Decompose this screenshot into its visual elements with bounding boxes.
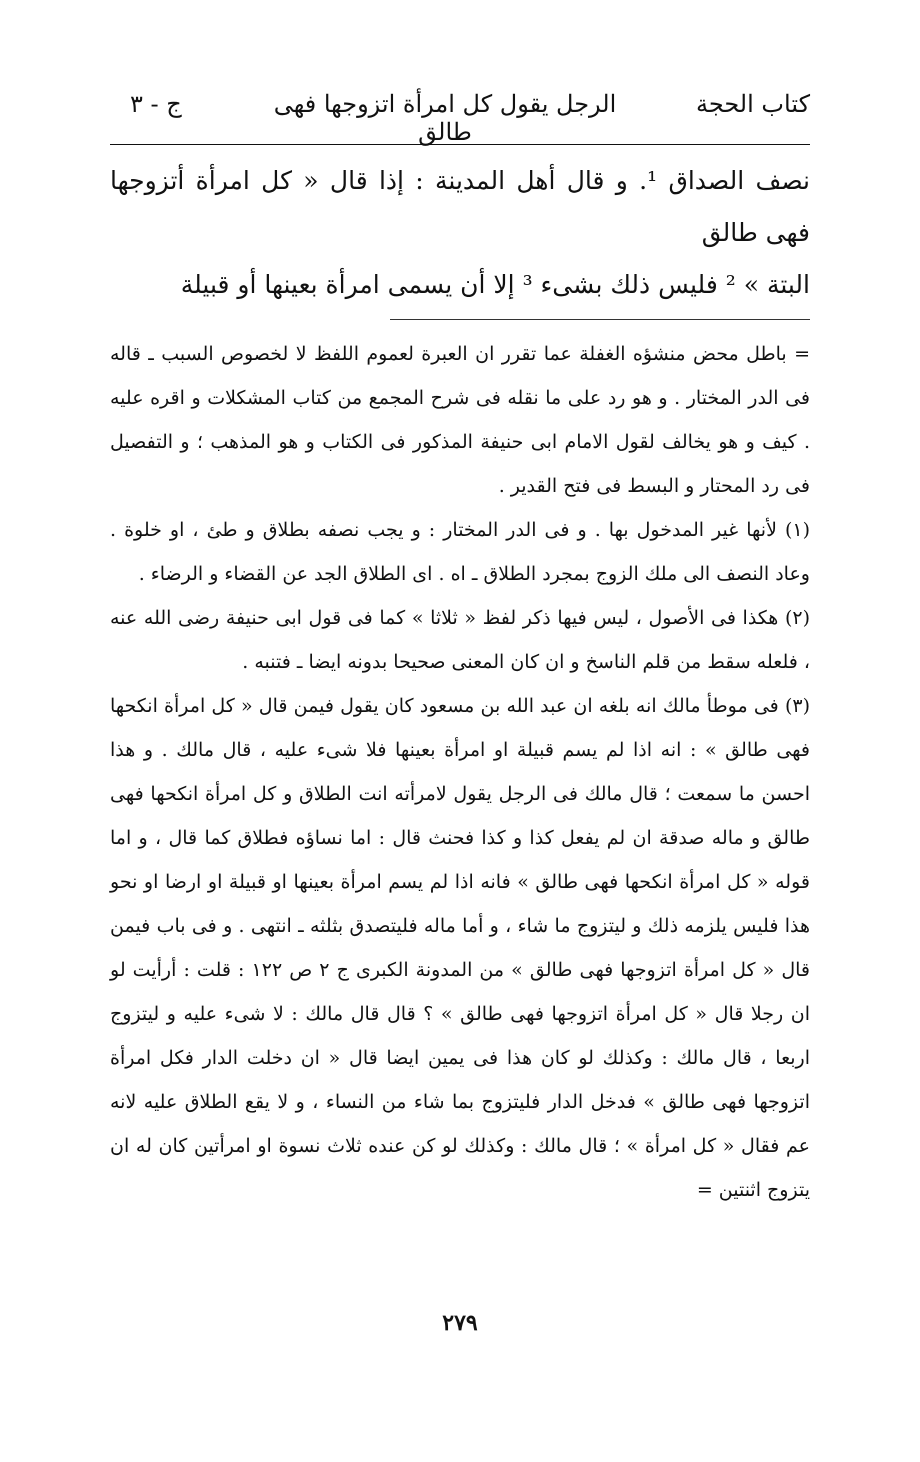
- main-text: [110, 155, 810, 311]
- footnote-separator: [390, 319, 810, 320]
- footnotes: [110, 332, 810, 1212]
- book-title: كتاب الحجة: [695, 90, 810, 118]
- footnote-2: (٢) هكذا فى الأصول ، ليس فيها ذكر لفظ « ثلاثا » كما فى قول ابى حنيفة رضى الله عنه ، فلعله سقط من قلم الناسخ و ان كان المعنى صحيحا بدونه ايضا ـ فتنبه .: [110, 607, 810, 673]
- volume-label: ج - ٣: [130, 90, 182, 118]
- footnote-1: (١) لأنها غير المدخول بها . و فى الدر المختار : و يجب نصفه بطلاق و طئ ، او خلوة . وعاد النصف الى ملك الزوج بمجرد الطلاق ـ اه . اى الطلاق الجد عن القضاء و الرضاء .: [110, 519, 810, 585]
- main-text-line: البتة » ² فليس ذلك بشىء ³ إلا أن يسمى امرأة بعينها أو قبيلة: [180, 270, 810, 299]
- running-header: [110, 90, 810, 146]
- page-number: ٢٧٩: [442, 1310, 478, 1336]
- footnote-continuation: = باطل محض منشؤه الغفلة عما تقرر ان العبرة لعموم اللفظ لا لخصوص السبب ـ قاله فى الدر المختار . و هو رد على ما نقله فى شرح المجمع من كتاب المشكلات و اقره عليه . كيف و هو يخالف لقول الامام ابى حنيفة المذكور فى الكتاب و هو المذهب ؛ و التفصيل فى رد المحتار و البسط فى فتح القدير .: [110, 343, 810, 497]
- chapter-title: الرجل يقول كل امرأة اتزوجها فهى طالق: [273, 90, 617, 146]
- book-page: [110, 90, 810, 1212]
- footnote-3: (٣) فى موطأ مالك انه بلغه ان عبد الله بن مسعود كان يقول فيمن قال « كل امرأة انكحها فهى طالق » : انه اذا لم يسم قبيلة او امرأة بعينها فلا شىء عليه ، قال مالك . و هذا احسن ما سمعت ؛ قال مالك فى الرجل يقول لامرأته انت الطلاق و كل امرأة انكحها فهى طالق و ماله صدقة ان لم يفعل كذا و كذا فحنث قال : اما نساؤه فطلاق كما قال ، و اما قوله « كل امرأة انكحها فهى طالق » فانه اذا لم يسم امرأة بعينها او قبيلة او ارضا او نحو هذا فليس يلزمه ذلك و ليتزوج ما شاء ، و أما ماله فليتصدق بثلثه ـ انتهى . و فى باب فيمن قال « كل امرأة اتزوجها فهى طالق » من المدونة الكبرى ج ٢ ص ١٢٢ : قلت : أرأيت لو ان رجلا قال « كل امرأة اتزوجها فهى طالق » ؟ قال قال مالك : لا شىء عليه و ليتزوج اربعا ، قال مالك : وكذلك لو كان هذا فى يمين ايضا قال « ان دخلت الدار فكل امرأة اتزوجها فهى طالق » فدخل الدار فليتزوج بما شاء من النساء ، و لا يقع الطلاق عليه لانه عم فقال « كل امرأة » ؛ قال مالك : وكذلك لو كن عنده ثلاث نسوة او امرأتين كان له ان يتزوج اثنتين =: [110, 695, 811, 1201]
- main-text-line: نصف الصداق ¹. و قال أهل المدينة : إذا قال « كل امرأة أتزوجها فهى طالق: [110, 166, 811, 247]
